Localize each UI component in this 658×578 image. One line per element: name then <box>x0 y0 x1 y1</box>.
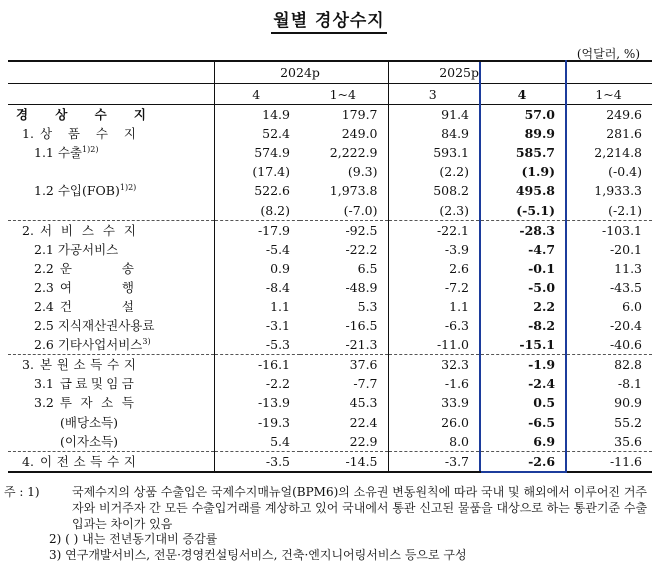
header-col: 1~4 <box>566 84 652 105</box>
table-row <box>8 355 652 375</box>
row-label <box>8 200 214 220</box>
cell-value: -8.1 <box>617 376 643 392</box>
cell-value-highlight: (-5.1) <box>480 200 566 220</box>
row-label-text <box>40 355 136 374</box>
row-label <box>8 259 214 278</box>
row-label-glyph: 비 <box>60 222 73 238</box>
footnote-1 <box>4 484 648 531</box>
header-col: 3 <box>388 84 480 105</box>
header-col-highlight: 4 <box>480 84 566 105</box>
row-label-glyph: 수 <box>102 222 115 238</box>
row-label-number: 3.2 <box>34 395 54 411</box>
cell-value: 90.9 <box>614 395 643 411</box>
cell-value: -92.5 <box>300 220 388 240</box>
cell-value: -3.7 <box>388 451 480 472</box>
cell-value: 11.3 <box>614 260 643 276</box>
row-label-glyph: 운 <box>59 260 72 276</box>
row-label-glyph: 지 <box>123 126 136 142</box>
cell-value: 45.3 <box>349 395 378 411</box>
row-label-glyph: 행 <box>121 279 134 295</box>
cell-value: 2,222.9 <box>329 145 378 161</box>
row-label-glyph: 원 <box>56 357 69 373</box>
cell-value-highlight: 0.5 <box>480 393 566 412</box>
cell-value: -22.2 <box>345 241 378 257</box>
row-label-glyph: 금 <box>121 376 134 392</box>
cell-value: 91.4 <box>388 105 480 125</box>
row-label-glyph: 자 <box>80 395 93 411</box>
header-row-months <box>8 84 652 105</box>
cell-value-highlight: -2.6 <box>480 451 566 472</box>
row-label <box>8 335 214 355</box>
header-col: 1~4 <box>300 84 388 105</box>
table-row <box>8 278 652 297</box>
cell-value: (-2.1) <box>608 202 643 218</box>
row-label <box>8 220 214 240</box>
footnote-prefix: 주 : 1) <box>4 485 40 499</box>
row-label-glyph: 투 <box>59 395 72 411</box>
cell-value-highlight: -4.7 <box>480 240 566 259</box>
table-body <box>8 105 652 472</box>
row-label <box>8 432 214 452</box>
row-label <box>8 413 214 432</box>
cell-value: 22.4 <box>349 414 378 430</box>
row-label <box>8 297 214 316</box>
cell-value: 5.4 <box>214 432 300 452</box>
table-row <box>8 393 652 412</box>
row-label-glyph: 수 <box>107 453 120 469</box>
cell-value: -7.7 <box>353 376 378 392</box>
row-label-text: 2.5 지식재산권사용료 <box>34 318 155 334</box>
header-col: 4 <box>214 84 300 105</box>
row-label-glyph: 및 <box>90 376 103 392</box>
cell-value: (8.2) <box>214 200 300 220</box>
row-label-glyph: 전 <box>56 453 69 469</box>
cell-value: -2.2 <box>214 374 300 393</box>
row-label-glyph: 득 <box>90 453 103 469</box>
row-label-number: 1. <box>22 126 34 142</box>
cell-value: 574.9 <box>214 143 300 162</box>
cell-value: 52.4 <box>214 124 300 143</box>
cell-value: -3.9 <box>388 240 480 259</box>
cell-value: 22.9 <box>349 433 378 449</box>
row-label-text: 2.1 가공서비스 <box>34 241 119 257</box>
cell-value: -3.1 <box>214 316 300 335</box>
row-label <box>8 162 214 181</box>
table-row <box>8 220 652 240</box>
row-label-glyph: 품 <box>67 126 80 142</box>
cell-value: -17.9 <box>214 220 300 240</box>
cell-value: -16.5 <box>345 318 378 334</box>
row-label-text <box>60 374 134 393</box>
row-label-footnote-mark: 1)2) <box>119 183 137 193</box>
cell-value-highlight: 57.0 <box>480 105 566 125</box>
cell-value-highlight: 2.2 <box>480 297 566 316</box>
cell-value: 37.6 <box>300 355 388 375</box>
footnote-2: 2) ( ) 내는 전년동기대비 증감률 <box>49 532 218 546</box>
cell-value: -103.1 <box>566 220 652 240</box>
cell-value-highlight: 495.8 <box>480 181 566 200</box>
cell-value-highlight: 89.9 <box>480 124 566 143</box>
current-account-table <box>8 60 652 473</box>
cell-value: -20.1 <box>609 241 643 257</box>
cell-value: (17.4) <box>214 162 300 181</box>
footnote-1-text: 국제수지의 상품 수출입은 국제수지매뉴얼(BPM6)의 소유권 변동원칙에 따라 국내 및 해외에서 이루어진 거주자와 비거주자 간 모든 수출입거래를 계상하고 있어 국내에서 통관 신고된 물품을 대상으로 하는 통관기준 수출입과는 차이가 있음 <box>72 485 648 531</box>
cell-value: -5.4 <box>214 240 300 259</box>
cell-value: 1,973.8 <box>329 183 378 199</box>
row-label <box>8 278 214 297</box>
table-row <box>8 105 652 125</box>
cell-value: -22.1 <box>388 220 480 240</box>
cell-value: 179.7 <box>300 105 388 125</box>
cell-value: (2.2) <box>388 162 480 181</box>
table-row <box>8 240 652 259</box>
cell-value: 8.0 <box>388 432 480 452</box>
row-label-glyph: 지 <box>123 453 136 469</box>
row-label-text <box>40 124 136 143</box>
cell-value: -14.5 <box>300 451 388 472</box>
row-label-glyph: 건 <box>59 298 72 314</box>
row-label-glyph: 수 <box>94 107 107 123</box>
row-label-glyph: 득 <box>90 357 103 373</box>
row-label <box>8 143 214 162</box>
row-label-glyph: 소 <box>101 395 114 411</box>
cell-value: 1,933.3 <box>594 183 643 199</box>
row-label-text <box>16 105 146 124</box>
row-label <box>8 181 214 200</box>
cell-value: -7.2 <box>388 278 480 297</box>
cell-value-highlight: -0.1 <box>480 259 566 278</box>
cell-value: -1.6 <box>388 374 480 393</box>
row-label-footnote-mark: 1)2) <box>82 145 99 155</box>
table-row <box>8 259 652 278</box>
table-row <box>8 162 652 181</box>
cell-value: 35.6 <box>614 433 643 449</box>
cell-value: 6.5 <box>357 260 378 276</box>
row-label <box>8 355 214 375</box>
row-label-text: 2.6 기타사업서비스 <box>34 337 143 353</box>
row-label-text: 1.2 수입(FOB) <box>34 183 120 199</box>
row-label-number: 3.1 <box>34 376 54 392</box>
cell-value: 249.0 <box>341 126 378 142</box>
row-label-glyph: 득 <box>121 395 134 411</box>
cell-value-highlight: 585.7 <box>480 143 566 162</box>
cell-value: -11.0 <box>388 335 480 355</box>
cell-value: -3.5 <box>214 451 300 472</box>
cell-value: 508.2 <box>388 181 480 200</box>
row-label <box>8 374 214 393</box>
header-2024p: 2024p <box>214 61 388 84</box>
row-label-glyph: 소 <box>73 357 86 373</box>
row-label-text: (이자소득) <box>60 433 119 449</box>
row-label-glyph: 지 <box>133 107 146 123</box>
cell-value: -19.3 <box>214 413 300 432</box>
row-label-glyph: 이 <box>39 453 53 469</box>
cell-value: 249.6 <box>566 105 652 125</box>
row-label <box>8 393 214 412</box>
cell-value: 33.9 <box>388 393 480 412</box>
table-row <box>8 316 652 335</box>
table-row <box>8 374 652 393</box>
cell-value: -11.6 <box>566 451 652 472</box>
footnote-3: 3) 연구개발서비스, 전문·경영컨설팅서비스, 건축·엔지니어링서비스 등으로 구성 <box>49 548 467 562</box>
row-label-glyph: 송 <box>121 260 134 276</box>
cell-value: -21.3 <box>345 337 378 353</box>
row-label-number: 2.4 <box>34 298 54 314</box>
cell-value: 2.6 <box>388 259 480 278</box>
row-label-glyph: 급 <box>59 376 72 392</box>
table-row <box>8 200 652 220</box>
table-row <box>8 451 652 472</box>
cell-value: -8.4 <box>214 278 300 297</box>
row-label-glyph: 여 <box>59 279 72 295</box>
cell-value: (-7.0) <box>343 202 378 218</box>
row-label-footnote-mark: 3) <box>142 337 151 347</box>
table-row <box>8 143 652 162</box>
cell-value-highlight: -1.9 <box>480 355 566 375</box>
cell-value-highlight: -5.0 <box>480 278 566 297</box>
header-2025p: 2025p <box>388 61 480 84</box>
table-row <box>8 181 652 200</box>
row-label <box>8 105 214 125</box>
row-label-glyph: 상 <box>55 107 68 123</box>
row-label-number: 2.2 <box>34 260 54 276</box>
cell-value: 1.1 <box>388 297 480 316</box>
page-title: 월별 경상수지 <box>0 6 658 31</box>
cell-value-highlight: (1.9) <box>480 162 566 181</box>
row-label-number: 2.3 <box>34 279 54 295</box>
row-label-text: 1.1 수출 <box>34 145 83 161</box>
row-label-glyph: 상 <box>39 126 53 142</box>
row-label-text <box>60 393 134 412</box>
row-label-glyph: 지 <box>123 357 136 373</box>
header-row-years <box>8 61 652 84</box>
cell-value: -43.5 <box>609 279 643 295</box>
cell-value-highlight: 6.9 <box>480 432 566 452</box>
table-row <box>8 413 652 432</box>
cell-value: 6.0 <box>622 298 643 314</box>
cell-value: 2,214.8 <box>594 145 643 161</box>
table-row <box>8 124 652 143</box>
row-label-number: 4. <box>22 453 34 469</box>
row-label-text <box>40 221 136 240</box>
row-label <box>8 316 214 335</box>
cell-value: -13.9 <box>214 393 300 412</box>
cell-value-highlight: -28.3 <box>480 220 566 240</box>
row-label-text <box>60 297 134 316</box>
cell-value-highlight: -2.4 <box>480 374 566 393</box>
row-label <box>8 124 214 143</box>
row-label-glyph: 설 <box>121 298 134 314</box>
table-row <box>8 335 652 355</box>
cell-value: 82.8 <box>566 355 652 375</box>
cell-value: 522.6 <box>214 181 300 200</box>
row-label-glyph: 본 <box>39 357 53 373</box>
row-label-number: 3. <box>22 357 34 373</box>
row-label-glyph: 지 <box>123 222 136 238</box>
cell-value: 55.2 <box>614 414 643 430</box>
cell-value: 281.6 <box>606 126 643 142</box>
row-label-glyph: 수 <box>107 357 120 373</box>
table-row <box>8 297 652 316</box>
cell-value: 0.9 <box>214 259 300 278</box>
cell-value: (2.3) <box>388 200 480 220</box>
cell-value: 32.3 <box>388 355 480 375</box>
row-label-glyph: 스 <box>81 222 94 238</box>
cell-value: -48.9 <box>345 279 378 295</box>
cell-value: (-0.4) <box>608 164 643 180</box>
row-label <box>8 451 214 472</box>
cell-value: 1.1 <box>214 297 300 316</box>
cell-value: (9.3) <box>347 164 378 180</box>
row-label-glyph: 수 <box>95 126 108 142</box>
cell-value-highlight: -6.5 <box>480 413 566 432</box>
cell-value: 14.9 <box>214 105 300 125</box>
cell-value: 26.0 <box>388 413 480 432</box>
cell-value: -6.3 <box>388 316 480 335</box>
cell-value-highlight: -8.2 <box>480 316 566 335</box>
row-label-glyph: 소 <box>73 453 86 469</box>
unit-label: (억달러, %) <box>576 47 640 61</box>
row-label-text <box>40 452 136 471</box>
row-label-glyph: 서 <box>39 222 53 238</box>
row-label <box>8 240 214 259</box>
row-label-glyph: 임 <box>106 376 119 392</box>
row-label-text: (배당소득) <box>60 414 119 430</box>
cell-value-highlight: -15.1 <box>480 335 566 355</box>
row-label-glyph: 료 <box>75 376 88 392</box>
cell-value: 593.1 <box>388 143 480 162</box>
table-row <box>8 432 652 452</box>
cell-value: -20.4 <box>609 318 643 334</box>
row-label-glyph: 경 <box>16 107 29 123</box>
row-label-number: 2. <box>22 222 34 238</box>
cell-value: -40.6 <box>609 337 643 353</box>
cell-value: 5.3 <box>357 298 378 314</box>
cell-value: 84.9 <box>388 124 480 143</box>
cell-value: -5.3 <box>214 335 300 355</box>
row-label-text <box>60 278 134 297</box>
cell-value: -16.1 <box>214 355 300 375</box>
row-label-text <box>60 259 134 278</box>
